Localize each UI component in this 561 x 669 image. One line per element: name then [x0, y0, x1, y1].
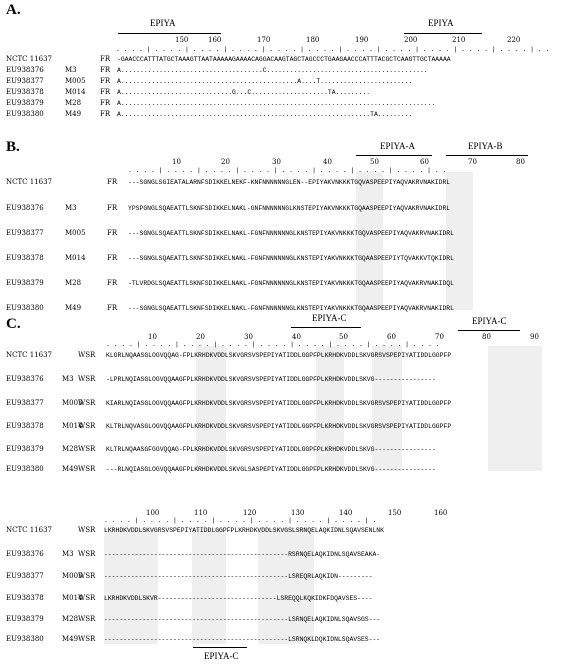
- tick-label: 140: [339, 509, 353, 517]
- strain-label: M014: [65, 254, 86, 262]
- strain-label: M005: [65, 77, 86, 85]
- region-label: FR: [100, 110, 111, 118]
- region-label: FR: [107, 229, 118, 237]
- epiya-a-bar: [356, 155, 432, 156]
- tick-label: 110: [194, 509, 208, 517]
- accession-label: EU938377: [6, 229, 44, 237]
- sequence: -LPRLNQIASGLOGVQQAAGFPLKRHDKVDDLSKVGRSVSPEPIYATIDDLGGPFPLKRHDKVDDLSKVG----------------: [106, 376, 436, 383]
- epiya-a-highlight: [356, 172, 383, 310]
- tick-label: 60: [387, 333, 396, 341]
- tick-label: 50: [370, 158, 379, 166]
- sequence: A..............................................A....T........................: [117, 78, 413, 85]
- tick-label: 30: [272, 158, 281, 166]
- region-label: WSR: [78, 445, 96, 453]
- region-label: FR: [100, 88, 111, 96]
- sequence: ------------------------------------------------LSRNQKLDQKIDNLSQAVSES---: [104, 636, 381, 643]
- region-label: WSR: [78, 375, 96, 383]
- sequence: LKRHDKVDDLSKVR-------------------------------LSREQQLKQKIDKFDQAVSES----: [104, 595, 373, 602]
- tick-label: 190: [355, 36, 369, 44]
- region-label: WSR: [78, 572, 96, 580]
- strain-label: M005: [62, 572, 83, 580]
- strain-label: M005: [65, 229, 86, 237]
- strain-label: M49: [65, 304, 82, 312]
- region-label: FR: [107, 204, 118, 212]
- accession-label: EU938380: [6, 635, 44, 643]
- sequence: -GAACCCATTTATGCTAAAGTTAATAAAAAGAAAACAGGACAAGTAGCTAGCCCTGAAGAACCCATTTACGCTCAAGTTGCTAAAAA: [117, 56, 451, 63]
- epiya-b-label: EPIYA-B: [468, 141, 503, 151]
- sequence: ---SGNGLSGIEATALARNFSDIKKELNEKF-KNFNNNNNNGLEN--EPIYAKVNKKKTGQVASPEEPIYAQVAKRVNAKIDRL: [128, 179, 451, 186]
- sequence: YPSPGNGLSQAEATTLSKNFSDIKKELNAKL-GNFNNNNNNGLKNSTEPIYAKVNKKKTGQAASPEEPIYAQVAKRVNAKIDRL: [128, 205, 451, 212]
- strain-label: M28: [62, 615, 79, 623]
- panel-a-heading: A.: [6, 2, 21, 18]
- tick-label: 80: [482, 333, 491, 341]
- tick-label: 130: [291, 509, 305, 517]
- accession-label: EU938380: [6, 110, 44, 118]
- accession-label: EU938378: [6, 422, 44, 430]
- region-label: WSR: [78, 635, 96, 643]
- region-label: FR: [107, 254, 118, 262]
- epiya-b-bar: [446, 155, 528, 156]
- accession-label: EU938378: [6, 88, 44, 96]
- tick-label: 30: [244, 333, 253, 341]
- tick-label: 90: [530, 333, 539, 341]
- strain-label: M28: [65, 99, 82, 107]
- epiya-c-bar-3: [193, 647, 247, 648]
- tick-label: 100: [146, 509, 160, 517]
- tick-label: 10: [148, 333, 157, 341]
- tick-label: 20: [196, 333, 205, 341]
- epiya-b-highlight: [446, 172, 473, 310]
- accession-label: EU938380: [6, 304, 44, 312]
- strain-label: M3: [62, 550, 74, 558]
- panel-c-heading: C.: [6, 316, 21, 332]
- accession-label: EU938378: [6, 594, 44, 602]
- accession-label: EU938376: [6, 204, 44, 212]
- accession-label: NCTC 11637: [6, 55, 52, 63]
- region-label: FR: [100, 99, 111, 107]
- accession-label: EU938376: [6, 550, 44, 558]
- sequence: ---SGNGLSQAEATTLSKNFSDIKKELNAKL-FGNFNNNNNNGLKNSTEPIYAKVNKKKTGQAASPEEPIYAQVAKRVNAKIDRL: [128, 305, 454, 312]
- tick-label: 40: [292, 333, 301, 341]
- tick-label: 210: [452, 36, 466, 44]
- accession-label: EU938379: [6, 99, 44, 107]
- sequence: -TLVRDGLSQAEATTLSKNFSDIKKELNAKL-FGNFNNNNNNGLKNSTEPIYAKVNKKKTGQAASPEEPIYAQVAKRVNAKIDQL: [128, 280, 454, 287]
- motif-highlight: [258, 528, 314, 644]
- epiya-a-label: EPIYA-A: [380, 141, 415, 151]
- ruler-dots: . . . . | . . . . | . . . . | . . . . | . . . . | . . . . | . . . . | . . . . | . .: [128, 167, 447, 174]
- sequence: LKRHDKVDDLSKVGRSVSPEPIYATIDDLGGPFPLKRHDKVDDLSKVGSLSRNQELAQKIDNLSQAVSENLNK: [104, 527, 384, 534]
- ruler-dots: . . . . | . . . . | . . . . | . . . . | . . . . | . . . . | . . . . | . . . . | . . . .: [106, 341, 440, 348]
- accession-label: EU938378: [6, 254, 44, 262]
- epiya-bar-1: [118, 33, 221, 34]
- accession-label: EU938380: [6, 465, 44, 473]
- accession-label: EU938377: [6, 399, 44, 407]
- accession-label: EU938379: [6, 279, 44, 287]
- region-label: FR: [107, 304, 118, 312]
- epiya-label-2: EPIYA: [428, 18, 454, 28]
- region-label: WSR: [78, 465, 96, 473]
- sequence: ---SGNGLSQAEATTLSKNFSDIKKELNAKL-FGNFNNNNNNGLKNSTEPIYAKVNKKKTGQVASPEEPIYAQVAKRVNAKIDRL: [128, 230, 454, 237]
- sequence: KLGRLNQAASGLOGVQQAG-FPLKRHDKVDDLSKVGRSVSPEPIYATIDDLGGPFPLKRHDKVDDLSKVGRSVSPEPIYATIDDLGGPFP: [106, 352, 452, 359]
- accession-label: EU938376: [6, 66, 44, 74]
- strain-label: M014: [62, 594, 83, 602]
- tick-label: 10: [172, 158, 181, 166]
- accession-label: EU938377: [6, 77, 44, 85]
- region-label: WSR: [78, 526, 96, 534]
- sequence: A.............................G...C....................TA.........: [117, 89, 371, 96]
- tick-label: 170: [257, 36, 271, 44]
- sequence: A.................................................................TA.........: [117, 111, 413, 118]
- epiya-c-label-3: EPIYA-C: [204, 651, 239, 661]
- strain-label: M49: [62, 635, 79, 643]
- tick-label: 20: [221, 158, 230, 166]
- tick-label: 150: [388, 509, 402, 517]
- tick-label: 40: [323, 158, 332, 166]
- epiya-bar-2: [404, 33, 482, 34]
- accession-label: EU938376: [6, 375, 44, 383]
- region-label: WSR: [78, 351, 96, 359]
- accession-label: EU938379: [6, 445, 44, 453]
- tick-label: 70: [435, 333, 444, 341]
- strain-label: M014: [62, 422, 83, 430]
- region-label: WSR: [78, 550, 96, 558]
- tick-label: 50: [339, 333, 348, 341]
- region-label: FR: [100, 55, 111, 63]
- sequence: KLTRLNQVASGLOGVQQAAGFPLKRHDKVDDLSKVGRSVSPEPIYATIDDLGGPFPLKRHDKVDDLSKVGRSVSPEPIYATIDDLGGPFP: [106, 423, 452, 430]
- motif-highlight: [192, 528, 226, 644]
- tick-label: 160: [208, 36, 222, 44]
- sequence: KIARLNQIASGLOGVQQAAGFPLKRHDKVDDLSKVGRSVSPEPIYATIDDLGGPFPLKRHDKVDDLSKVGRSVSPEPIYATIDDLGGPFP: [106, 400, 452, 407]
- tick-label: 60: [420, 158, 429, 166]
- sequence: A.....................................C..........................................: [117, 67, 428, 74]
- strain-label: M28: [62, 445, 79, 453]
- region-label: WSR: [78, 399, 96, 407]
- sequence: ------------------------------------------------LSREQRLAQKIDN---------: [104, 573, 373, 580]
- strain-label: M005: [62, 399, 83, 407]
- accession-label: NCTC 11637: [6, 351, 52, 359]
- strain-label: M3: [65, 204, 77, 212]
- tick-label: 200: [404, 36, 418, 44]
- tick-label: 220: [507, 36, 521, 44]
- tick-label: 160: [434, 509, 448, 517]
- tick-label: 150: [175, 36, 189, 44]
- region-label: WSR: [78, 615, 96, 623]
- epiya-c-bar-1: [291, 327, 361, 328]
- sequence: ------------------------------------------------LSRNQELAQKIDNLSQAVSGS---: [104, 616, 381, 623]
- strain-label: M49: [62, 465, 79, 473]
- accession-label: EU938377: [6, 572, 44, 580]
- sequence: ---SGNGLSQAEATTLSKNFSDIKKELNAKL-FGNFNNNNNNGLKNSTEPIYAKVNKKKTGQAASPEEPIYTQVAKKVTQKIDRL: [128, 255, 454, 262]
- accession-label: NCTC 11637: [6, 526, 52, 534]
- strain-label: M49: [65, 110, 82, 118]
- region-label: FR: [100, 66, 111, 74]
- region-label: WSR: [78, 594, 96, 602]
- strain-label: M3: [62, 375, 74, 383]
- sequence: A..................................................................................: [117, 100, 436, 107]
- epiya-c-label-1: EPIYA-C: [312, 313, 347, 323]
- epiya-c-label-2: EPIYA-C: [472, 316, 507, 326]
- region-label: FR: [100, 77, 111, 85]
- sequence: ---RLNQIASGLOGVQQAAGFPLKRHDKVDDLSKVGLSASPEPIYATIDDLGGPFPLKRHDKVDDLSKVG----------------: [106, 466, 436, 473]
- motif-highlight: [488, 346, 542, 471]
- sequence: ------------------------------------------------RSRNQELAQKIDNLSQAVSEAKA-: [104, 551, 381, 558]
- motif-highlight: [104, 528, 158, 644]
- strain-label: M014: [65, 88, 86, 96]
- region-label: WSR: [78, 422, 96, 430]
- tick-label: 80: [516, 158, 525, 166]
- region-label: FR: [107, 279, 118, 287]
- accession-label: EU938379: [6, 615, 44, 623]
- tick-label: 120: [243, 509, 257, 517]
- epiya-c-bar-2: [458, 330, 520, 331]
- region-label: FR: [107, 178, 118, 186]
- ruler-dots: . . . . | . . . . | . . . . | . . . . | . . . . | . . . . | . . . . | . . . . | . . . . | . . . . | . . . . | . .: [116, 46, 550, 53]
- panel-b-heading: B.: [6, 139, 20, 155]
- strain-label: M28: [65, 279, 82, 287]
- accession-label: NCTC 11637: [6, 178, 52, 186]
- epiya-label-1: EPIYA: [150, 18, 176, 28]
- tick-label: 180: [306, 36, 320, 44]
- tick-label: 70: [468, 158, 477, 166]
- strain-label: M3: [65, 66, 77, 74]
- sequence: KLTRLNQAASGFGGVQQAG-FPLKRHDKVDDLSKVGRSVSPEPIYATIDDLGGPFPLKRHDKVDDLSKVG----------------: [106, 446, 436, 453]
- ruler-dots: . . . . | . . . . | . . . . | . . . . | . . . . | . . . . | . . . . | .: [104, 517, 377, 524]
